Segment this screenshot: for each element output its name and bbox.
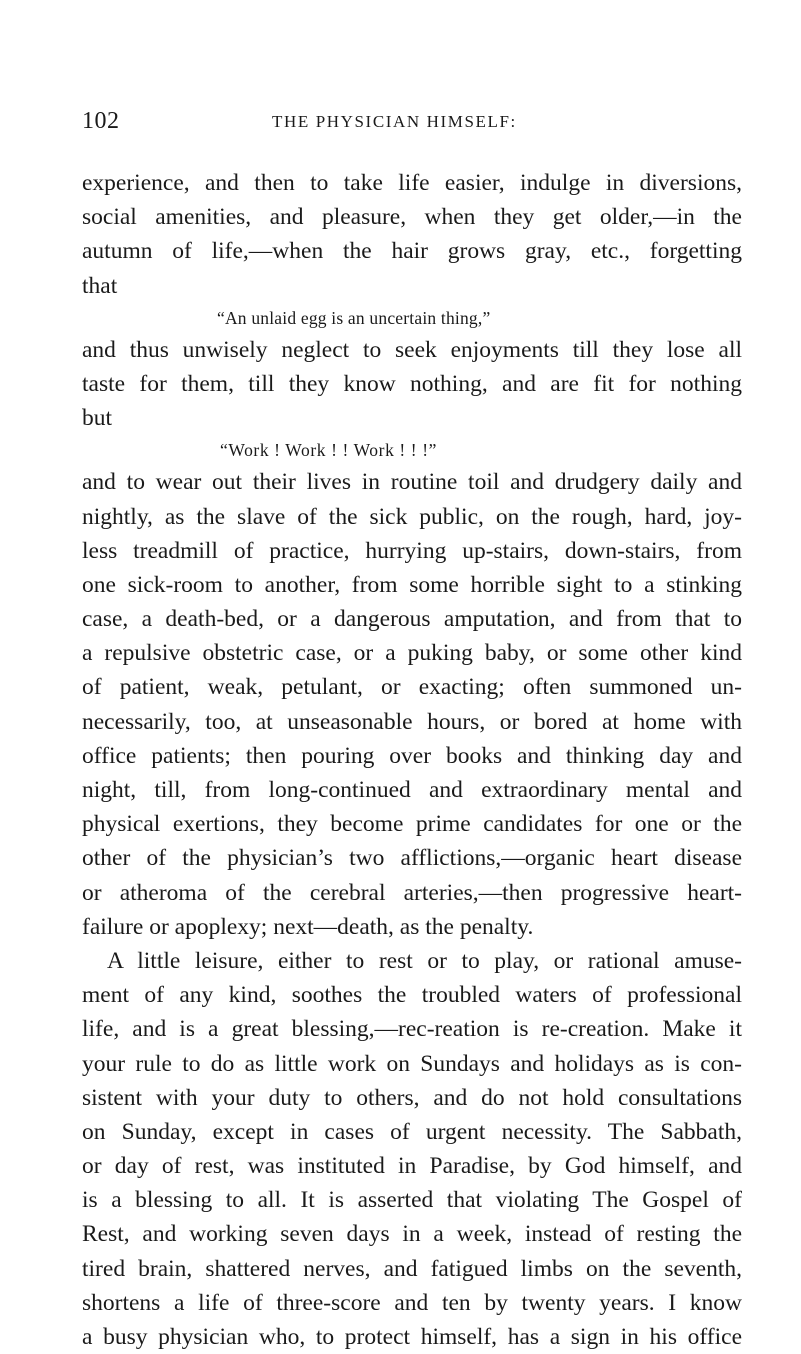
- text-line: that: [82, 272, 118, 299]
- text-line: is a blessing to all. It is asserted that violating The Gospel of: [82, 1187, 742, 1214]
- text-line: taste for them, till they know nothing, and are fit for nothing: [82, 370, 742, 397]
- text-line: on Sunday, except in cases of urgent necessity. The Sabbath,: [82, 1118, 742, 1145]
- text-line: other of the physician’s two afflictions,—organic heart disease: [82, 845, 742, 872]
- page-number: 102: [82, 108, 120, 134]
- text-line: case, a death-bed, or a dangerous amputation, and from that to: [82, 606, 742, 633]
- text-line: or atheroma of the cerebral arteries,—then progressive heart-: [82, 879, 742, 906]
- running-title: THE PHYSICIAN HIMSELF:: [272, 112, 517, 131]
- text-line: necessarily, too, at unseasonable hours, or bored at home with: [82, 708, 742, 735]
- text-line: autumn of life,—when the hair grows gray, etc., forgetting: [82, 238, 742, 265]
- text-line: less treadmill of practice, hurrying up-stairs, down-stairs, from: [82, 537, 742, 564]
- text-line: sistent with your duty to others, and do not hold consultations: [82, 1084, 742, 1111]
- text-line: life, and is a great blessing,—rec-reation is re-creation. Make it: [82, 1016, 742, 1043]
- text-line: failure or apoplexy; next—death, as the penalty.: [82, 913, 534, 940]
- text-line: Rest, and working seven days in a week, instead of resting the: [82, 1221, 742, 1248]
- text-line: but: [82, 405, 113, 432]
- text-line: your rule to do as little work on Sundays and holidays as is con-: [82, 1050, 742, 1077]
- quotation-egg: “An unlaid egg is an uncertain thing,”: [217, 307, 491, 328]
- paragraph-start-line: A little leisure, either to rest or to play, or rational amuse-: [107, 947, 742, 974]
- text-line: a repulsive obstetric case, or a puking baby, or some other kind: [82, 640, 742, 667]
- text-line: social amenities, and pleasure, when they get older,—in the: [82, 204, 742, 231]
- text-line: of patient, weak, petulant, or exacting; often summoned un-: [82, 674, 742, 701]
- text-line: ment of any kind, soothes the troubled waters of professional: [82, 982, 742, 1009]
- text-line: shortens a life of three-score and ten by twenty years. I know: [82, 1289, 742, 1316]
- text-line: nightly, as the slave of the sick public, on the rough, hard, joy-: [82, 503, 742, 530]
- text-line: a busy physician who, to protect himself, has a sign in his office: [82, 1324, 742, 1350]
- quotation-work: “Work ! Work ! ! Work ! ! !”: [220, 440, 437, 461]
- text-line: physical exertions, they become prime candidates for one or the: [82, 811, 742, 838]
- text-line: tired brain, shattered nerves, and fatigued limbs on the seventh,: [82, 1255, 742, 1282]
- text-line: night, till, from long-continued and extraordinary mental and: [82, 777, 742, 803]
- body-text: [82, 166, 742, 1354]
- text-line: office patients; then pouring over books and thinking day and: [82, 742, 742, 769]
- text-line: and thus unwisely neglect to seek enjoyments till they lose all: [82, 336, 742, 363]
- text-line: experience, and then to take life easier, indulge in diversions,: [82, 170, 742, 196]
- text-line: and to wear out their lives in routine toil and drudgery daily and: [82, 469, 742, 496]
- text-line: one sick-room to another, from some horrible sight to a stinking: [82, 571, 742, 598]
- running-head: [82, 108, 742, 138]
- text-line: or day of rest, was instituted in Paradise, by God himself, and: [82, 1153, 742, 1180]
